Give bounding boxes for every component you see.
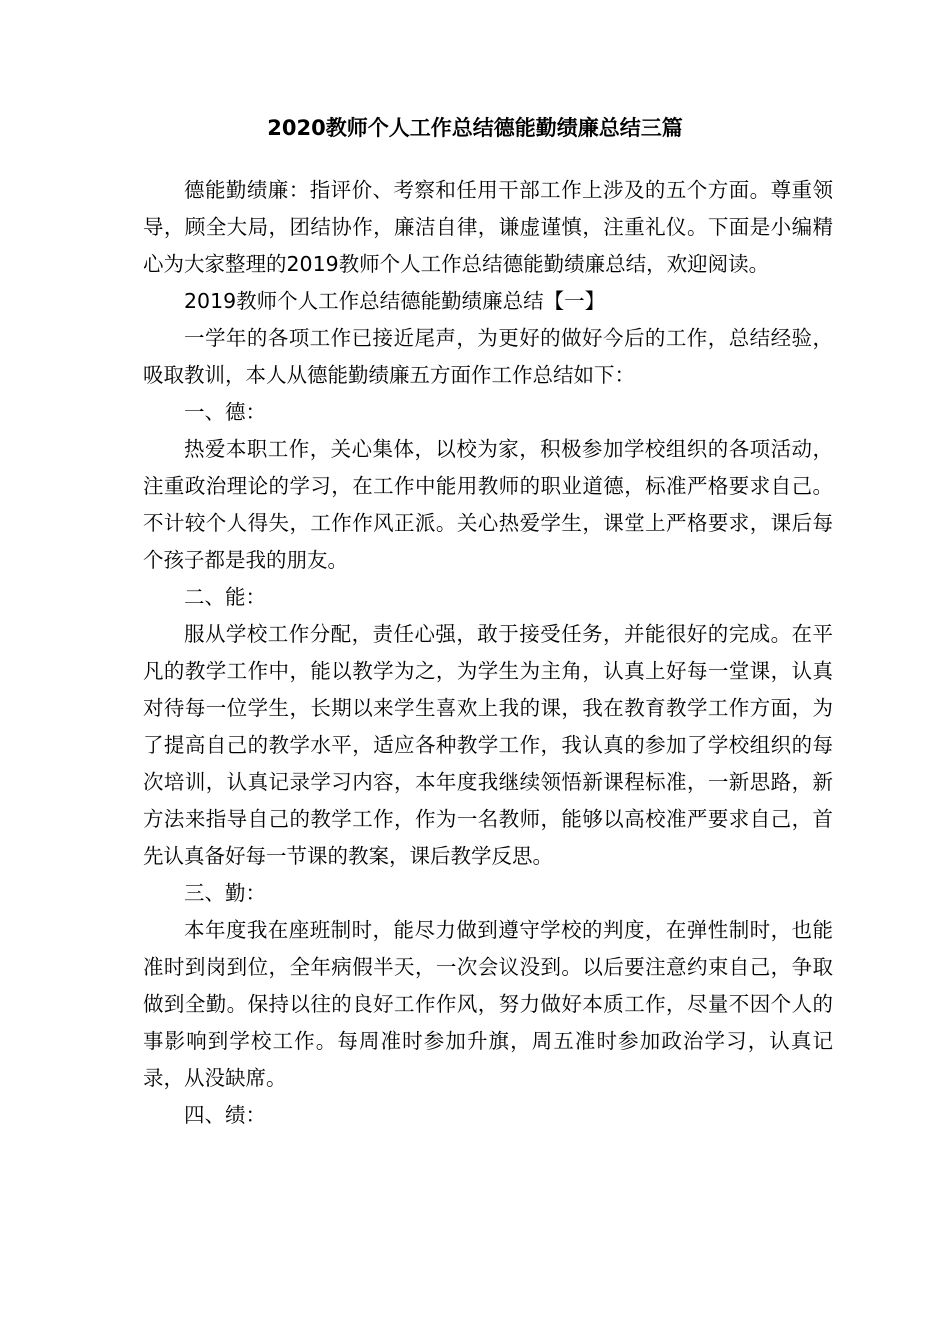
- heading-de: 一、德：: [184, 400, 266, 424]
- document-title: 2020教师个人工作总结德能勤绩廉总结三篇: [267, 116, 683, 140]
- summary-paragraph: 一学年的各项工作已接近尾声，为更好的做好今后的工作，总结经验，吸取教训，本人从德能勤绩廉五方面作工作总结如下：: [143, 326, 833, 387]
- section-heading-one: 2019教师个人工作总结德能勤绩廉总结【一】: [184, 289, 606, 313]
- heading-ji: 四、绩：: [184, 1103, 266, 1127]
- heading-neng: 二、能：: [184, 585, 266, 609]
- intro-paragraph: 德能勤绩廉：指评价、考察和任用干部工作上涉及的五个方面。尊重领导，顾全大局，团结协作，廉洁自律，谦虚谨慎，注重礼仪。下面是小编精心为大家整理的2019教师个人工作总结德能勤绩廉总结，欢迎阅读。: [143, 178, 833, 276]
- paragraph-neng: 服从学校工作分配，责任心强，敢于接受任务，并能很好的完成。在平凡的教学工作中，能以教学为之，为学生为主角，认真上好每一堂课，认真对待每一位学生，长期以来学生喜欢上我的课，我在教育教学工作方面，为了提高自己的教学水平，适应各种教学工作，我认真的参加了学校组织的每次培训，认真记录学习内容，本年度我继续领悟新课程标准，一新思路，新方法来指导自己的教学工作，作为一名教师，能够以高校准严要求自己，首先认真备好每一节课的教案，课后教学反思。: [143, 622, 833, 868]
- paragraph-qin: 本年度我在座班制时，能尽力做到遵守学校的判度，在弹性制时，也能准时到岗到位，全年病假半天，一次会议没到。以后要注意约束自己，争取做到全勤。保持以往的良好工作作风，努力做好本质工作，尽量不因个人的事影响到学校工作。每周准时参加升旗，周五准时参加政治学习，认真记录，从没缺席。: [143, 918, 833, 1090]
- heading-qin: 三、勤：: [184, 881, 266, 905]
- document-body: [143, 172, 833, 1134]
- paragraph-de: 热爱本职工作，关心集体，以校为家，积极参加学校组织的各项活动，注重政治理论的学习，在工作中能用教师的职业道德，标准严格要求自己。不计较个人得失，工作作风正派。关心热爱学生，课堂上严格要求，课后每个孩子都是我的朋友。: [143, 437, 833, 572]
